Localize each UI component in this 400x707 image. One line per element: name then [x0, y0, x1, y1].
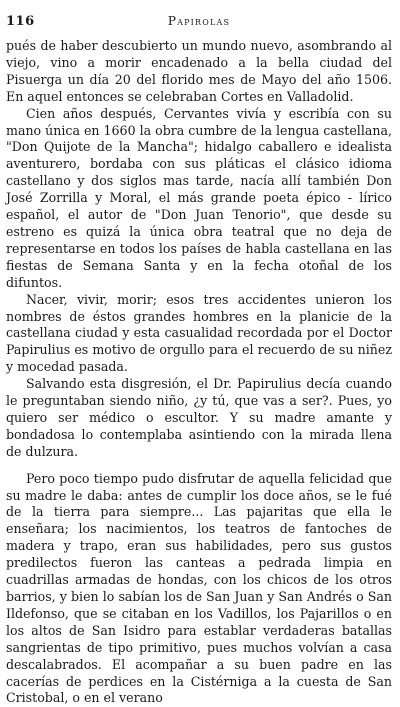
paragraph-4: Salvando esta disgresión, el Dr. Papirulius decía cuando le preguntaban siendo niño, ¿y tú, que vas a ser?. Pues, yo quiero ser médico o escultor. Y su madre amante y bondadosa lo contemplaba asintiendo con la mirada llena de dulzura. — [6, 376, 392, 459]
running-head: Papirolas — [167, 14, 231, 28]
paragraph-1: pués de haber descubierto un mundo nuevo, asombrando al viejo, vino a morir encadenado a la bella ciudad del Pisuerga un día 20 del florido mes de Mayo del año 1506. En aquel entonces se celebraban Cortes en Valladolid. — [6, 38, 392, 104]
page-header — [6, 14, 392, 32]
paragraph-3: Nacer, vivir, morir; esos tres accidentes unieron los nombres de éstos grandes hombres en la planicie de la castellana ciudad y esta casualidad recordada por el Doctor Papirulius es motivo de orgullo para el recuerdo de su niñez y mocedad pasada. — [6, 291, 392, 375]
body-text — [6, 38, 392, 707]
page-number: 116 — [6, 14, 35, 29]
paragraph-2: Cien años después, Cervantes vivía y escribía con su mano única en 1660 la obra cumbre de la lengua castellana, "Don Quijote de la Mancha"; hidalgo caballero e idealista aventurero, bordaba con sus pláticas el clásico idioma castellano y dos siglos mas tarde, nacía allí también Don José Zorrilla y Moral, el más grande poeta épico - lírico español, el autor de "Don Juan Tenorio", que desde su estreno es quizá la única obra teatral que no deja de representarse en todos los países de habla castellana en las fiestas de Semana Santa y en la fecha otoñal de los difuntos. — [6, 105, 392, 290]
book-page — [6, 0, 392, 706]
paragraph-5: Pero poco tiempo pudo disfrutar de aquella felicidad que su madre le daba: antes de cumplir los doce años, se le fué de la tierra para siempre... Las pajaritas que ella le enseñara; los nacimientos, los teatros de fantoches de madera y trapo, eran sus habilidades, pero sus gustos predilectos fueron las canteas a pedrada limpia en cuadrillas armadas de hondas, con los chicos de los otros barrios, y bien lo sabían los de San Juan y San Andrés o San Ildefonso, que se citaban en los Vadillos, los Pajarillos o en los altos de San Isidro para establar verdaderas batallas sangrientas de tipo primitivo, pues muchos volvían a casa descalabrados. El acompañar a su buen padre en las cacerías de perdices en la Cistérniga a la cuesta de San Cristobal, o en el verano — [6, 470, 392, 706]
